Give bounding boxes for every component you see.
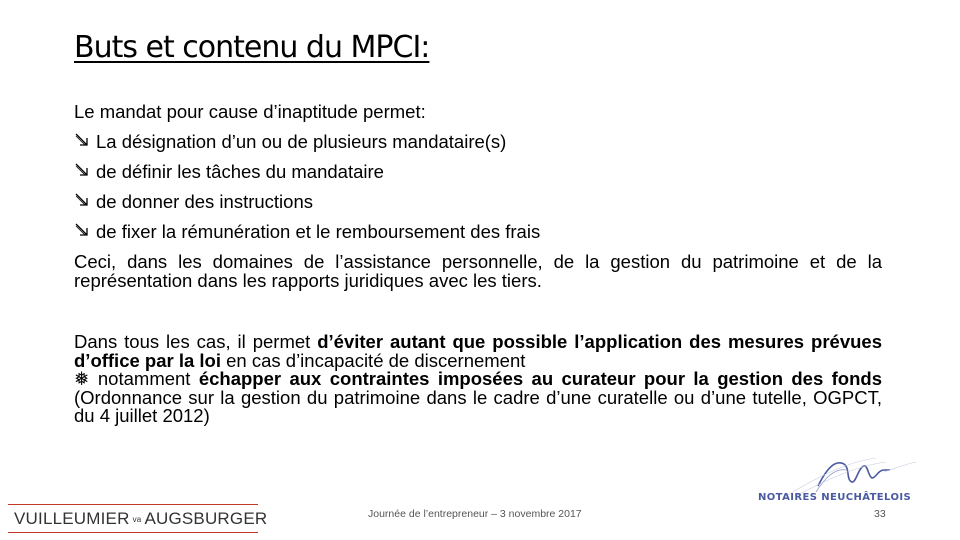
arrow-icon	[74, 217, 96, 247]
bullet-text: La désignation d’un ou de plusieurs mandataire(s)	[96, 131, 507, 152]
vuilleumier-augsburger-logo	[8, 504, 267, 534]
bullet-text: de définir les tâches du mandataire	[96, 161, 384, 182]
bullet-item	[74, 217, 882, 247]
bullet-item	[74, 127, 882, 157]
notaires-neuchatelois-logo	[756, 456, 942, 506]
logo-rule	[8, 504, 258, 505]
arrow-icon	[74, 127, 96, 157]
paragraph-avoid	[74, 333, 882, 370]
bold-text: d’éviter autant que possible l’application des mesures prévues d’office par la loi	[74, 331, 882, 371]
main-paragraph	[74, 333, 882, 426]
text-span: notamment	[89, 368, 199, 389]
slide-title: Buts et contenu du MPCI:	[74, 30, 430, 65]
intro-line: Le mandat pour cause d’inaptitude permet:	[74, 101, 426, 122]
text-span: en cas d’incapacité de discernement	[221, 349, 526, 371]
bullet-text: de donner des instructions	[96, 191, 313, 212]
logo-text: va	[132, 515, 142, 525]
scope-paragraph: Ceci, dans les domaines de l’assistance personnelle, de la gestion du patrimoine et de la représentation dans les rapports juridiques avec les tiers.	[74, 251, 882, 291]
slide-body	[74, 97, 882, 290]
snowflake-icon: ❅	[74, 368, 90, 389]
logo-mark-icon	[756, 456, 942, 496]
bullet-text: de fixer la rémunération et le remboursement des frais	[96, 221, 541, 242]
logo-text: VUILLEUMIER	[14, 509, 130, 528]
text-span: Dans tous les cas, il permet	[74, 331, 318, 352]
logo-text: AUGSBURGER	[144, 509, 268, 528]
footer-event: Journée de l’entrepreneur – 3 novembre 2017	[368, 508, 582, 520]
bullet-item	[74, 157, 882, 187]
arrow-icon	[74, 157, 96, 187]
bold-text: échapper aux contraintes imposées au curateur pour la gestion des fonds	[198, 368, 882, 389]
paragraph-notably	[74, 370, 882, 426]
text-span: (Ordonnance sur la gestion du patrimoine dans le cadre d’une curatelle ou d’une tutelle, OGPCT, du 4 juillet 2012)	[74, 386, 882, 426]
arrow-icon	[74, 187, 96, 217]
page-number: 33	[874, 508, 886, 520]
logo-text: NOTAIRES NEUCHÂTELOIS	[758, 492, 912, 503]
bullet-item	[74, 187, 882, 217]
logo-rule	[8, 532, 258, 533]
